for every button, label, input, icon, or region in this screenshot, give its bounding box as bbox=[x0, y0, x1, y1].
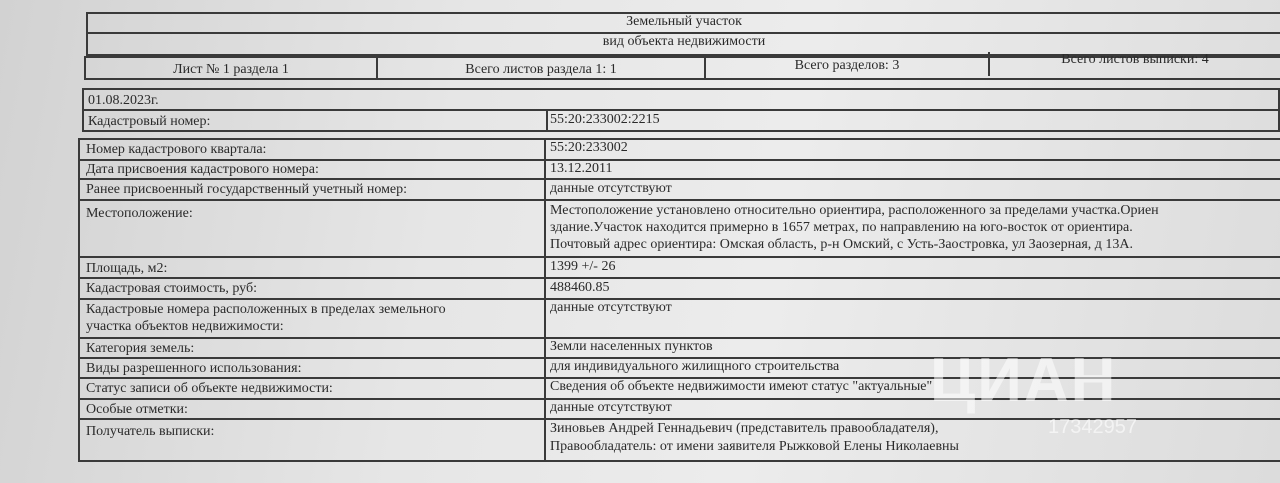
cadastral-number-value: 55:20:233002:2215 bbox=[550, 112, 660, 127]
row-value-land-category: Земли населенных пунктов bbox=[550, 339, 713, 354]
row-label-area: Площадь, м2: bbox=[86, 261, 168, 276]
row-label-recipient: Получатель выписки: bbox=[86, 424, 215, 439]
row-value-cadastral-value: 488460.85 bbox=[550, 280, 610, 295]
row-value-permitted-use: для индивидуального жилищного строительства bbox=[550, 359, 840, 374]
sheet-number: Лист № 1 раздела 1 bbox=[173, 62, 289, 77]
row-value-recipient-line2: Правообладатель: от имени заявителя Рыжковой Елены Николаевны bbox=[550, 439, 959, 454]
row-label-cadastral-value: Кадастровая стоимость, руб: bbox=[86, 281, 257, 296]
row-label-special-notes: Особые отметки: bbox=[86, 402, 188, 417]
object-kind-subtitle: вид объекта недвижимости bbox=[602, 34, 766, 49]
section-sheets-total: Всего листов раздела 1: 1 bbox=[465, 62, 617, 77]
sections-total: Всего разделов: 3 bbox=[794, 58, 900, 73]
row-label-contained-objects-line1: Кадастровые номера расположенных в пределах земельного bbox=[86, 302, 446, 317]
row-value-previous-number: данные отсутствуют bbox=[550, 181, 672, 196]
row-label-permitted-use: Виды разрешенного использования: bbox=[86, 361, 302, 376]
row-label-assignment-date: Дата присвоения кадастрового номера: bbox=[86, 162, 319, 177]
row-value-area: 1399 +/- 26 bbox=[550, 259, 616, 274]
row-value-special-notes: данные отсутствуют bbox=[550, 400, 672, 415]
row-value-location-line3: Почтовый адрес ориентира: Омская область, р-н Омский, с Усть-Заостровка, ул Заозерная, д 13А. bbox=[550, 237, 1134, 252]
row-label-land-category: Категория земель: bbox=[86, 341, 195, 356]
watermark-id: 17342957 bbox=[1048, 416, 1137, 438]
extract-date: 01.08.2023г. bbox=[88, 93, 159, 108]
object-type-title: Земельный участок bbox=[626, 14, 742, 29]
row-value-cadastral-quarter: 55:20:233002 bbox=[550, 140, 628, 155]
extract-sheets-total: Всего листов выписки: 4 bbox=[1061, 52, 1209, 67]
cadastral-number-label: Кадастровый номер: bbox=[88, 114, 211, 129]
row-label-contained-objects-line2: участка объектов недвижимости: bbox=[86, 319, 284, 334]
row-value-record-status: Сведения об объекте недвижимости имеют статус "актуальные" bbox=[550, 379, 933, 394]
row-value-assignment-date: 13.12.2011 bbox=[550, 161, 613, 176]
row-value-contained-objects: данные отсутствуют bbox=[550, 300, 672, 315]
row-label-record-status: Статус записи об объекте недвижимости: bbox=[86, 381, 333, 396]
cian-watermark: ЦИАН bbox=[930, 346, 1118, 415]
row-value-recipient-line1: Зиновьев Андрей Геннадьевич (представитель правообладателя), bbox=[550, 421, 939, 436]
row-label-location: Местоположение: bbox=[86, 206, 193, 221]
row-value-location-line2: здание.Участок находится примерно в 1657 метрах, по направлению на юго-восток от ориентира. bbox=[550, 220, 1133, 235]
row-value-location-line1: Местоположение установлено относительно ориентира, расположенного за пределами участка.Ориен bbox=[550, 203, 1159, 218]
row-label-cadastral-quarter: Номер кадастрового квартала: bbox=[86, 142, 267, 157]
row-label-previous-number: Ранее присвоенный государственный учетный номер: bbox=[86, 182, 408, 197]
